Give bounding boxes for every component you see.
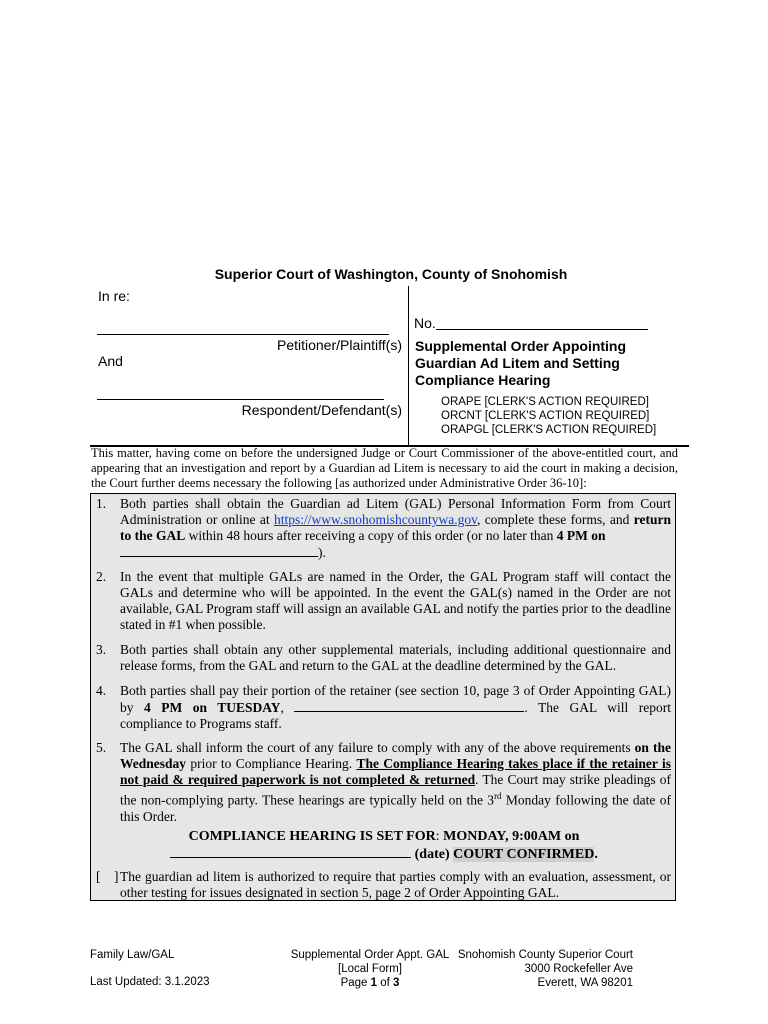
order-item-4: 4. Both parties shall pay their portion of the retainer (see section 10, page 3 of Order Appointing GAL) by 4 PM on TUESDAY, . The GAL will report compliance to Programs staff. [96, 683, 671, 731]
county-website-link[interactable]: https://www.snohomishcountywa.gov [273, 512, 477, 527]
case-title-line-3: Compliance Hearing [415, 372, 551, 388]
case-title-line-1: Supplemental Order Appointing [415, 338, 627, 354]
case-number-label: No. [414, 315, 436, 331]
petitioner-name-line[interactable] [97, 334, 389, 335]
footer-right: Snohomish County Superior Court 3000 Rockefeller Ave Everett, WA 98201 [457, 949, 633, 989]
court-title: Superior Court of Washington, County of Snohomish [214, 266, 568, 282]
item-number: 3. [96, 642, 107, 657]
clerk-codes [441, 395, 656, 437]
clerk-code: ORAPGL [CLERK'S ACTION REQUIRED] [441, 424, 657, 436]
case-number-line[interactable] [436, 329, 648, 330]
in-re-label: In re: [98, 288, 130, 304]
footer-middle: Supplemental Order Appt. GAL [Local Form] Page 1 of 3 [270, 948, 470, 990]
preamble-text: This matter, having come on before the undersigned Judge or Court Commissioner of the above-entitled court, and appearing that an investigation and report by a Guardian ad Litem is necessary to aid the court in making a decision, the Court further deems necessary the following [as authorized under Administrative Order 36-10]: [91, 446, 678, 490]
petitioner-label: Petitioner/Plaintiff(s) [276, 337, 402, 353]
court-confirmed-label: COURT CONFIRMED [453, 847, 595, 862]
hearing-date-blank[interactable] [170, 845, 411, 858]
footer-left: Family Law/GAL Last Updated: 3.1.2023 [90, 949, 210, 988]
item-number: 4. [96, 683, 107, 698]
order-item-1: 1. Both parties shall obtain the Guardian ad Litem (GAL) Personal Information Form from Court Administration or online at https://www.snohomishcountywa.gov, complete these forms, and return to the GAL within 48 hours after receiving a copy of this order (or no later than 4 PM on ). [96, 496, 671, 560]
order-item-checkbox: [ ] The guardian ad litem is authorized to require that parties comply with an evaluation, assessment, or other testing for issues designated in section 5, page 2 of Order Appointing GAL. [96, 869, 671, 900]
case-title-line-2: Guardian Ad Litem and Setting [415, 355, 620, 371]
clerk-code: ORCNT [CLERK'S ACTION REQUIRED] [441, 410, 650, 422]
compliance-hearing-heading: COMPLIANCE HEARING IS SET FOR: MONDAY, 9:00AM on (date) COURT CONFIRMED. [91, 828, 677, 863]
order-item-5: 5. The GAL shall inform the court of any failure to comply with any of the above requirements on the Wednesday prior to Compliance Hearing. The Compliance Hearing takes place if the retainer is not paid & required paperwork is not completed & returned. The Court may strike pleadings of the non-complying party. These hearings are typically held on the 3rd Monday following the date of this Order. [96, 740, 671, 824]
clerk-code: ORAPE [CLERK'S ACTION REQUIRED] [441, 396, 649, 408]
page-indicator: Page 1 of 3 [340, 977, 400, 989]
respondent-name-line[interactable] [97, 399, 384, 400]
order-item-2: 2. In the event that multiple GALs are named in the Order, the GAL Program staff will contact the GALs and determine who will be appointed. In the event the GAL(s) named in the Order are not available, GAL Program staff will assign an available GAL and notify the parties prior to the deadline stated in #1 when possible. [96, 569, 671, 632]
caption-divider [408, 286, 409, 446]
item-number: 1. [96, 496, 107, 511]
checkbox-bracket[interactable]: [ ] [96, 869, 119, 884]
case-title [415, 338, 626, 389]
item-number: 2. [96, 569, 107, 584]
order-item-3: 3. Both parties shall obtain any other supplemental materials, including additional questionnaire and release forms, from the GAL and return to the GAL at the deadline determined by the GAL. [96, 642, 671, 673]
item-number: 5. [96, 740, 107, 755]
and-label: And [98, 353, 123, 369]
deadline-date-blank[interactable] [120, 544, 318, 557]
retainer-date-blank[interactable] [294, 699, 524, 712]
respondent-label: Respondent/Defendant(s) [241, 402, 402, 418]
